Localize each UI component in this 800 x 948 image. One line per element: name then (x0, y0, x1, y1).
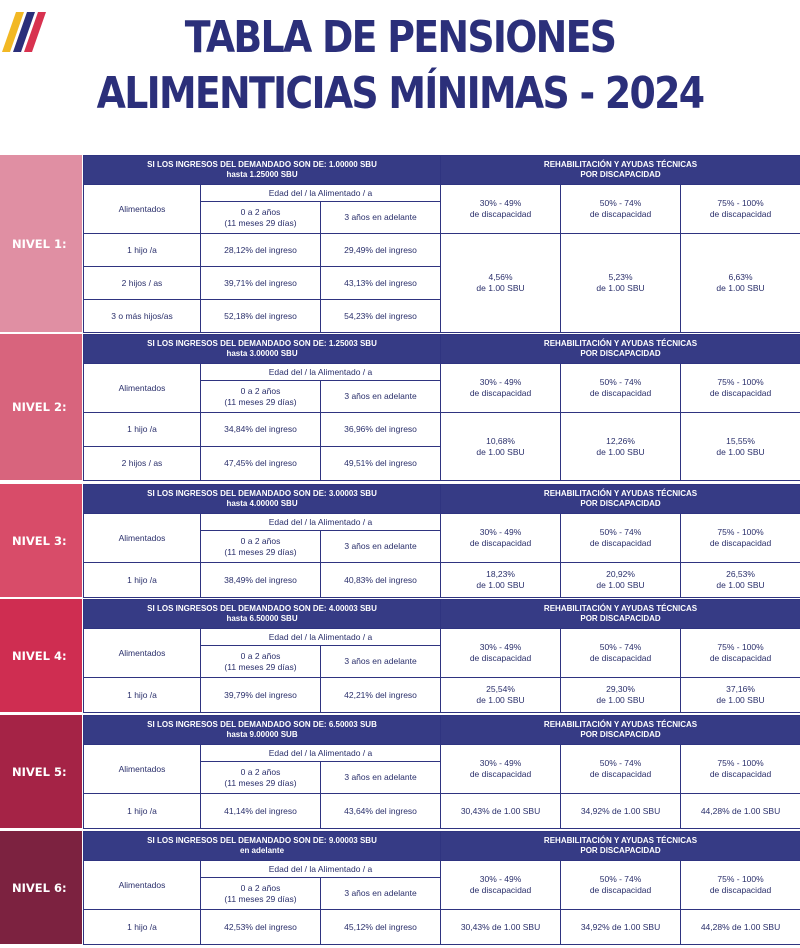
level-label-panel (0, 599, 82, 712)
age-group-header-text: Edad del / la Alimentado / a (268, 747, 373, 758)
age-3-plus-header-text: 3 años en adelante (344, 541, 417, 551)
level-block-1 (0, 155, 800, 332)
disability-range-3 (681, 629, 800, 678)
disability-range-3-text: de discapacidad (709, 388, 772, 398)
disability-range-3 (681, 185, 800, 234)
disability-range-2 (561, 861, 681, 910)
level-block-3 (0, 484, 800, 597)
age-0-2-header-text: 0 a 2 años (240, 385, 281, 396)
page-title-line2: ALIMENTICIAS MÍNIMAS - 2024 (96, 68, 704, 119)
age-3-plus-header (321, 202, 441, 234)
disability-range-3 (681, 514, 800, 563)
age-3-plus-header-text: 3 años en adelante (344, 656, 417, 666)
disability-value-3-text: de 1.00 SBU (716, 580, 765, 590)
age-group-header-text: Edad del / la Alimentado / a (268, 366, 373, 377)
level-label-panel (0, 831, 82, 944)
pct-age-3-plus (321, 563, 441, 598)
children-count (84, 678, 201, 713)
pct-age-3-plus-text: 43,13% del ingreso (344, 277, 417, 288)
brand-logo-icon (2, 12, 54, 52)
rehab-header (441, 335, 800, 364)
disability-range-3-text: de discapacidad (709, 769, 772, 779)
income-range-header-text: SI LOS INGRESOS DEL DEMANDADO SON DE: 4.00003 SBU (147, 604, 377, 613)
disability-value-2-text: 12,26% (606, 435, 635, 446)
level-block-6 (0, 831, 800, 944)
pct-age-3-plus-text: 40,83% del ingreso (344, 574, 417, 585)
disability-value-1 (441, 910, 561, 945)
alimentados-header-text: Alimentados (118, 532, 166, 543)
alimentados-header (84, 364, 201, 413)
disability-value-2 (561, 413, 681, 481)
table-row (84, 234, 800, 267)
income-range-header-text: en adelante (240, 846, 285, 855)
pct-age-0-2 (201, 678, 321, 713)
disability-value-3-text: de 1.00 SBU (716, 283, 765, 293)
disability-range-1-text: 30% - 49% (479, 527, 522, 537)
income-range-header-text: SI LOS INGRESOS DEL DEMANDADO SON DE: 1.00000 SBU (147, 160, 377, 169)
pension-table (83, 715, 800, 829)
pct-age-0-2-text: 52,18% del ingreso (224, 310, 297, 321)
children-count-text: 2 hijos / as (121, 458, 163, 468)
age-0-2-header (201, 202, 321, 234)
disability-range-2-text: 50% - 74% (599, 377, 642, 387)
disability-value-3-text: 15,55% (726, 435, 755, 446)
age-0-2-header-text: 0 a 2 años (240, 882, 281, 893)
disability-value-2-text: 29,30% (606, 684, 635, 694)
disability-range-1 (441, 185, 561, 234)
disability-range-3-text: 75% - 100% (717, 874, 764, 884)
disability-value-1 (441, 794, 561, 829)
age-group-header-text: Edad del / la Alimentado / a (268, 516, 373, 527)
disability-value-2-text: 34,92% de 1.00 SBU (580, 921, 661, 932)
pct-age-3-plus (321, 300, 441, 333)
disability-value-3 (681, 794, 800, 829)
disability-range-3 (681, 745, 800, 794)
pct-age-3-plus-text: 43,64% del ingreso (344, 805, 417, 816)
disability-range-1-text: de discapacidad (469, 769, 532, 779)
level-label: NIVEL 6: (12, 880, 67, 895)
pct-age-0-2-text: 41,14% del ingreso (224, 805, 297, 816)
income-range-header-text: hasta 9.00000 SUB (226, 730, 298, 739)
pct-age-3-plus (321, 678, 441, 713)
disability-value-3 (681, 234, 800, 333)
disability-range-1-text: 30% - 49% (479, 377, 522, 387)
disability-value-2 (561, 563, 681, 598)
pct-age-0-2 (201, 267, 321, 300)
disability-value-2-text: de 1.00 SBU (596, 283, 645, 293)
age-0-2-header (201, 531, 321, 563)
disability-value-2-text: 5,23% (608, 272, 633, 282)
age-0-2-header-text: 0 a 2 años (240, 206, 281, 217)
disability-value-1-text: 18,23% (486, 569, 515, 579)
disability-value-1 (441, 678, 561, 713)
disability-value-1-text: de 1.00 SBU (476, 695, 525, 705)
disability-range-1 (441, 629, 561, 678)
rehab-header-text: REHABILITACIÓN Y AYUDAS TÉCNICAS (543, 836, 698, 845)
level-label: NIVEL 1: (12, 236, 67, 251)
pct-age-0-2 (201, 910, 321, 945)
pct-age-0-2-text: 39,71% del ingreso (224, 277, 297, 288)
children-count (84, 234, 201, 267)
income-range-header (84, 156, 441, 185)
children-count (84, 413, 201, 447)
disability-value-1-text: de 1.00 SBU (476, 446, 525, 457)
level-label-panel (0, 484, 82, 597)
disability-value-1 (441, 234, 561, 333)
income-range-header (84, 832, 441, 861)
age-3-plus-header (321, 646, 441, 678)
disability-range-2-text: 50% - 74% (599, 874, 642, 884)
pct-age-0-2 (201, 413, 321, 447)
disability-range-2-text: 50% - 74% (599, 642, 642, 652)
alimentados-header (84, 514, 201, 563)
rehab-header-text: POR DISCAPACIDAD (580, 730, 661, 739)
age-0-2-header (201, 646, 321, 678)
age-group-header (201, 364, 441, 381)
disability-value-3-text: 37,16% (726, 684, 755, 694)
disability-value-3 (681, 910, 800, 945)
children-count (84, 563, 201, 598)
disability-value-3-text: de 1.00 SBU (716, 446, 765, 457)
age-group-header (201, 514, 441, 531)
table-row (84, 910, 800, 945)
pct-age-0-2 (201, 300, 321, 333)
disability-value-3-text: de 1.00 SBU (716, 695, 765, 705)
alimentados-header-text: Alimentados (118, 763, 166, 774)
children-count (84, 794, 201, 829)
disability-value-1-text: de 1.00 SBU (476, 283, 525, 293)
disability-value-1-text: 25,54% (486, 684, 515, 694)
pct-age-0-2-text: 28,12% del ingreso (224, 244, 297, 255)
pension-table (83, 831, 800, 945)
disability-range-3-text: de discapacidad (709, 538, 772, 548)
disability-range-3 (681, 861, 800, 910)
disability-range-3-text: 75% - 100% (717, 198, 764, 208)
level-block-5 (0, 715, 800, 828)
income-range-header-text: hasta 4.00000 SBU (226, 499, 298, 508)
age-3-plus-header-text: 3 años en adelante (344, 888, 417, 898)
disability-range-2-text: de discapacidad (589, 653, 652, 663)
pension-table (83, 334, 800, 481)
children-count (84, 910, 201, 945)
disability-value-2-text: 20,92% (606, 569, 635, 579)
disability-range-2 (561, 364, 681, 413)
age-3-plus-header-text: 3 años en adelante (344, 772, 417, 782)
rehab-header (441, 600, 800, 629)
age-0-2-header-text: 0 a 2 años (240, 650, 281, 661)
level-block-4 (0, 599, 800, 712)
pct-age-0-2-text: 42,53% del ingreso (224, 921, 297, 932)
income-range-header (84, 716, 441, 745)
income-range-header-text: SI LOS INGRESOS DEL DEMANDADO SON DE: 3.00003 SBU (147, 489, 377, 498)
rehab-header-text: REHABILITACIÓN Y AYUDAS TÉCNICAS (543, 489, 698, 498)
pension-table (83, 484, 800, 598)
pct-age-3-plus (321, 447, 441, 481)
rehab-header-text: POR DISCAPACIDAD (580, 846, 661, 855)
income-range-header (84, 485, 441, 514)
pct-age-0-2-text: 38,49% del ingreso (224, 574, 297, 585)
disability-range-3-text: de discapacidad (709, 885, 772, 895)
level-label: NIVEL 2: (12, 400, 67, 414)
disability-range-2-text: 50% - 74% (599, 758, 642, 768)
pct-age-3-plus-text: 54,23% del ingreso (344, 310, 417, 321)
disability-range-2-text: de discapacidad (589, 538, 652, 548)
income-range-header-text: hasta 1.25000 SBU (226, 170, 298, 179)
page-title-line1: TABLA DE PENSIONES (184, 12, 616, 63)
disability-range-2 (561, 185, 681, 234)
disability-range-2-text: 50% - 74% (599, 527, 642, 537)
pct-age-0-2 (201, 234, 321, 267)
children-count (84, 267, 201, 300)
disability-value-3-text: 44,28% de 1.00 SBU (700, 805, 781, 816)
rehab-header (441, 716, 800, 745)
income-range-header-text: SI LOS INGRESOS DEL DEMANDADO SON DE: 6.50003 SUB (147, 720, 377, 729)
children-count (84, 300, 201, 333)
disability-range-2-text: de discapacidad (589, 388, 652, 398)
age-group-header-text: Edad del / la Alimentado / a (268, 631, 373, 642)
pct-age-3-plus-text: 36,96% del ingreso (344, 424, 417, 434)
disability-range-1-text: 30% - 49% (479, 642, 522, 652)
rehab-header-text: POR DISCAPACIDAD (580, 349, 661, 358)
disability-range-1-text: de discapacidad (469, 388, 532, 398)
disability-range-2-text: de discapacidad (589, 209, 652, 219)
disability-value-3 (681, 563, 800, 598)
pct-age-0-2-text: 39,79% del ingreso (224, 689, 297, 700)
rehab-header-text: POR DISCAPACIDAD (580, 499, 661, 508)
age-0-2-header-text: (11 meses 29 días) (224, 546, 297, 557)
disability-value-2-text: de 1.00 SBU (596, 446, 645, 457)
pct-age-3-plus (321, 267, 441, 300)
age-3-plus-header-text: 3 años en adelante (344, 391, 417, 401)
children-count-text: 1 hijo /a (127, 689, 157, 700)
age-0-2-header-text: (11 meses 29 días) (224, 777, 297, 788)
disability-range-1 (441, 745, 561, 794)
disability-value-3-text: 44,28% de 1.00 SBU (700, 921, 781, 932)
rehab-header-text: REHABILITACIÓN Y AYUDAS TÉCNICAS (543, 604, 698, 613)
disability-value-1-text: 10,68% (486, 435, 515, 446)
age-0-2-header-text: (11 meses 29 días) (224, 217, 297, 228)
alimentados-header-text: Alimentados (118, 382, 166, 393)
disability-range-1-text: de discapacidad (469, 885, 532, 895)
age-group-header (201, 185, 441, 202)
disability-range-1-text: de discapacidad (469, 653, 532, 663)
age-0-2-header-text: (11 meses 29 días) (224, 396, 297, 407)
age-group-header (201, 745, 441, 762)
pct-age-3-plus (321, 234, 441, 267)
alimentados-header (84, 745, 201, 794)
disability-range-1 (441, 364, 561, 413)
disability-value-3-text: 26,53% (726, 569, 755, 579)
rehab-header-text: POR DISCAPACIDAD (580, 614, 661, 623)
rehab-header (441, 156, 800, 185)
disability-value-3 (681, 678, 800, 713)
age-3-plus-header (321, 762, 441, 794)
pension-table (83, 155, 800, 333)
disability-value-3 (681, 413, 800, 481)
disability-value-2 (561, 234, 681, 333)
level-label: NIVEL 5: (12, 764, 67, 779)
disability-value-3-text: 6,63% (728, 272, 753, 282)
pct-age-3-plus (321, 794, 441, 829)
age-3-plus-header (321, 878, 441, 910)
pct-age-0-2 (201, 563, 321, 598)
pct-age-3-plus-text: 29,49% del ingreso (344, 244, 417, 255)
disability-range-1-text: de discapacidad (469, 538, 532, 548)
disability-value-1-text: de 1.00 SBU (476, 580, 525, 590)
table-row (84, 563, 800, 598)
disability-range-3-text: 75% - 100% (717, 527, 764, 537)
disability-range-3-text: de discapacidad (709, 209, 772, 219)
disability-range-1-text: de discapacidad (469, 209, 532, 219)
pension-table (83, 599, 800, 713)
rehab-header (441, 832, 800, 861)
age-0-2-header-text: (11 meses 29 días) (224, 893, 297, 904)
disability-range-3 (681, 364, 800, 413)
disability-value-1-text: 4,56% (488, 272, 513, 282)
level-label-panel (0, 334, 82, 480)
level-block-2 (0, 334, 800, 480)
level-label: NIVEL 3: (12, 533, 67, 548)
age-0-2-header (201, 878, 321, 910)
children-count-text: 1 hijo /a (127, 574, 157, 585)
children-count-text: 1 hijo /a (127, 805, 157, 816)
alimentados-header (84, 185, 201, 234)
children-count-text: 2 hijos / as (121, 277, 163, 288)
disability-value-2 (561, 678, 681, 713)
disability-range-1 (441, 861, 561, 910)
pct-age-3-plus-text: 49,51% del ingreso (344, 458, 417, 468)
age-3-plus-header (321, 531, 441, 563)
age-group-header-text: Edad del / la Alimentado / a (268, 863, 373, 874)
disability-value-1-text: 30,43% de 1.00 SBU (460, 805, 541, 816)
alimentados-header-text: Alimentados (118, 647, 166, 658)
alimentados-header-text: Alimentados (118, 203, 166, 214)
income-range-header (84, 600, 441, 629)
pct-age-0-2-text: 34,84% del ingreso (224, 424, 297, 434)
income-range-header-text: SI LOS INGRESOS DEL DEMANDADO SON DE: 9.00003 SBU (147, 836, 377, 845)
pct-age-0-2-text: 47,45% del ingreso (224, 458, 297, 468)
rehab-header-text: REHABILITACIÓN Y AYUDAS TÉCNICAS (543, 339, 698, 348)
disability-range-1 (441, 514, 561, 563)
age-0-2-header-text: 0 a 2 años (240, 535, 281, 546)
income-range-header-text: hasta 3.00000 SBU (226, 349, 298, 358)
disability-range-1-text: 30% - 49% (479, 758, 522, 768)
children-count-text: 3 o más hijos/as (111, 310, 173, 321)
disability-range-2-text: 50% - 74% (599, 198, 642, 208)
disability-range-2-text: de discapacidad (589, 769, 652, 779)
pct-age-3-plus-text: 42,21% del ingreso (344, 689, 417, 700)
age-0-2-header (201, 381, 321, 413)
pct-age-3-plus-text: 45,12% del ingreso (344, 921, 417, 932)
disability-range-3-text: 75% - 100% (717, 642, 764, 652)
disability-range-3-text: 75% - 100% (717, 758, 764, 768)
age-0-2-header-text: (11 meses 29 días) (224, 661, 297, 672)
disability-value-2-text: de 1.00 SBU (596, 695, 645, 705)
rehab-header-text: REHABILITACIÓN Y AYUDAS TÉCNICAS (543, 160, 698, 169)
table-row (84, 678, 800, 713)
level-label-panel (0, 715, 82, 828)
age-0-2-header-text: 0 a 2 años (240, 766, 281, 777)
disability-value-1 (441, 563, 561, 598)
disability-value-1 (441, 413, 561, 481)
table-row (84, 413, 800, 447)
disability-value-1-text: 30,43% de 1.00 SBU (460, 921, 541, 932)
rehab-header (441, 485, 800, 514)
age-3-plus-header (321, 381, 441, 413)
children-count-text: 1 hijo /a (127, 921, 157, 932)
age-group-header (201, 861, 441, 878)
disability-range-1-text: 30% - 49% (479, 198, 522, 208)
disability-range-2-text: de discapacidad (589, 885, 652, 895)
disability-range-1-text: 30% - 49% (479, 874, 522, 884)
age-group-header-text: Edad del / la Alimentado / a (268, 187, 373, 198)
income-range-header-text: SI LOS INGRESOS DEL DEMANDADO SON DE: 1.25003 SBU (147, 339, 377, 348)
pct-age-0-2 (201, 794, 321, 829)
rehab-header-text: REHABILITACIÓN Y AYUDAS TÉCNICAS (543, 720, 698, 729)
income-range-header-text: hasta 6.50000 SBU (226, 614, 298, 623)
disability-range-2 (561, 629, 681, 678)
disability-range-2 (561, 514, 681, 563)
age-group-header (201, 629, 441, 646)
children-count (84, 447, 201, 481)
disability-range-3-text: de discapacidad (709, 653, 772, 663)
rehab-header-text: POR DISCAPACIDAD (580, 170, 661, 179)
children-count-text: 1 hijo /a (127, 244, 157, 255)
disability-value-2 (561, 794, 681, 829)
pct-age-3-plus (321, 910, 441, 945)
pct-age-0-2 (201, 447, 321, 481)
disability-range-2 (561, 745, 681, 794)
pct-age-3-plus (321, 413, 441, 447)
disability-value-2 (561, 910, 681, 945)
disability-range-3-text: 75% - 100% (717, 377, 764, 387)
income-range-header (84, 335, 441, 364)
level-label: NIVEL 4: (12, 648, 67, 663)
disability-value-2-text: 34,92% de 1.00 SBU (580, 805, 661, 816)
level-label-panel (0, 155, 82, 332)
children-count-text: 1 hijo /a (127, 424, 157, 434)
alimentados-header (84, 861, 201, 910)
disability-value-2-text: de 1.00 SBU (596, 580, 645, 590)
alimentados-header (84, 629, 201, 678)
age-0-2-header (201, 762, 321, 794)
table-row (84, 794, 800, 829)
age-3-plus-header-text: 3 años en adelante (344, 212, 417, 222)
alimentados-header-text: Alimentados (118, 879, 166, 890)
